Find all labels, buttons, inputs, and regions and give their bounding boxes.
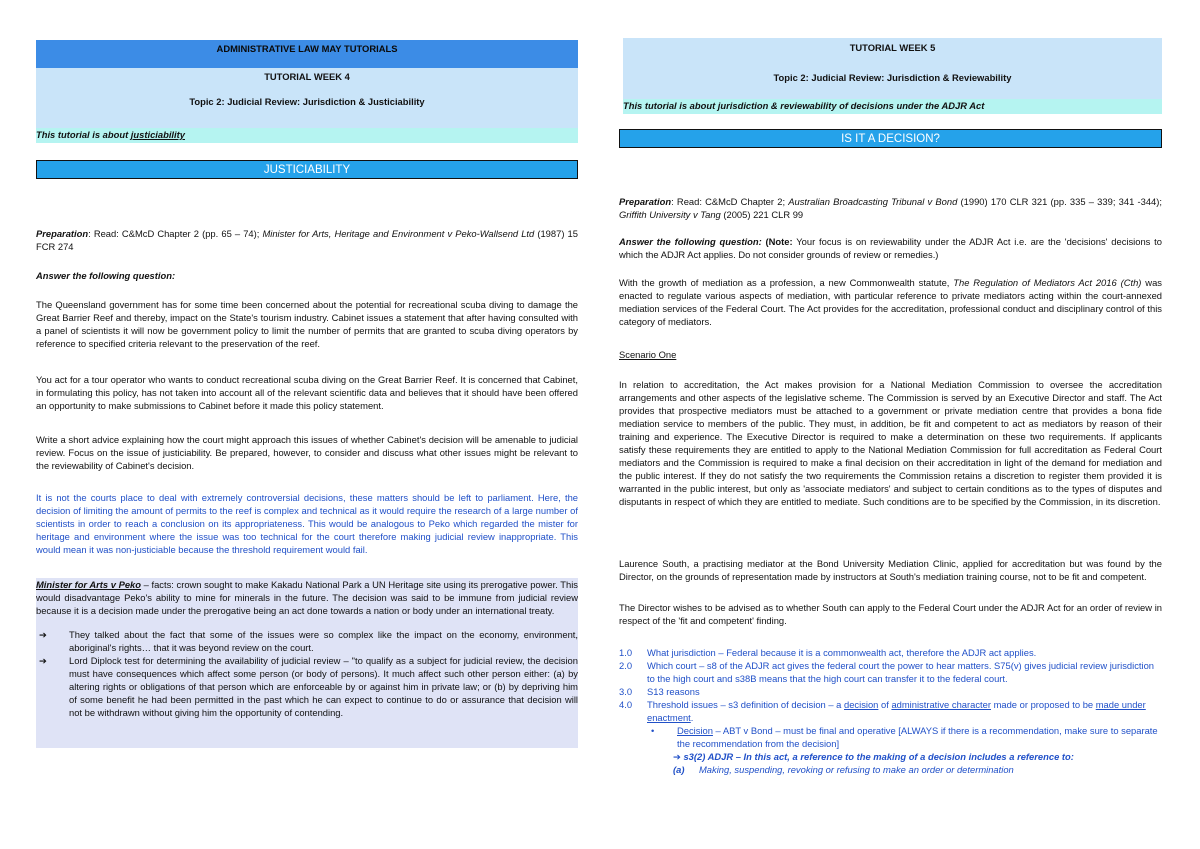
answer-heading: Answer the following question:: [36, 270, 176, 281]
scenario-para-2: Laurence South, a practising mediator at the Bond University Mediation Clinic, applied for accreditation but was found by the Director, on the grounds of representation made by instructors at South's mediation training course, not to be fit and competent.: [619, 558, 1162, 582]
section-title-justiciability: JUSTICIABILITY: [36, 160, 578, 179]
arrow-icon: ➔: [39, 655, 47, 666]
list-item: 3.0 S13 reasons: [619, 686, 700, 697]
header-tutorial-about: This tutorial is about jurisdiction & reviewability of decisions under the ADJR Act: [623, 99, 1162, 114]
list-item: • Decision – ABT v Bond – must be final and operative [ALWAYS if there is a recommendation, make sure to separate the recommendation from the decision]: [647, 724, 1162, 750]
case-note-facts: Minister for Arts v Peko – facts: crown sought to make Kakadu National Park a UN Heritage site using its prerogative power. This would disadvantage Peko's ability to mine for minerals in the future. The decision was said to be immune from judicial review because it is a decision made under the prerogative being an act done towards a nation or body under an international treaty.: [36, 579, 578, 616]
header-course-title: ADMINISTRATIVE LAW MAY TUTORIALS: [36, 40, 578, 70]
header-week: TUTORIAL WEEK 5: [849, 42, 936, 53]
preparation: Preparation: Read: C&McD Chapter 2; Australian Broadcasting Tribunal v Bond (1990) 170 CLR 321 (pp. 335 – 339; 341 -344); Griffith University v Tang (2005) 221 CLR 99: [619, 196, 1162, 220]
list-item: 1.0 What jurisdiction – Federal because it is a commonwealth act, therefore the ADJR act applies.: [619, 647, 1037, 658]
scenario-heading: Scenario One: [619, 349, 677, 360]
header-tutorial-about: This tutorial is about justiciability: [36, 128, 578, 143]
bullet-icon: •: [651, 725, 655, 736]
question-para-1: The Queensland government has for some time been concerned about the potential for recreational scuba diving to damage the Great Barrier Reef and thereby, impact on the State's tourism industry. Cabinet issues a statement that after having consulted with a panel of scientists it will now be government policy to limit the number of permits that are granted to scuba diving operators by reference to specified criteria relevant to the preservation of the reef.: [36, 299, 578, 349]
header-topic: Topic 2: Judicial Review: Jurisdiction & Reviewability: [773, 72, 1012, 83]
header-topic: Topic 2: Judicial Review: Jurisdiction & Justiciability: [189, 96, 425, 107]
header-topic-block: [623, 38, 1162, 100]
arrow-icon: ➔: [39, 629, 47, 640]
answer-instructions: Answer the following question: (Note: Your focus is on reviewability under the ADJR Act i.e. are the 'decisions' decisions to which the ADJR Act applies. Do not consider grounds of review or remedies.): [619, 236, 1163, 260]
preparation: Preparation: Read: C&McD Chapter 2 (pp. 65 – 74); Minister for Arts, Heritage and Environment v Peko-Wallsend Ltd (1987) 15 FCR 274: [36, 228, 578, 252]
case-note-block: [36, 578, 578, 748]
list-item: 4.0 Threshold issues – s3 definition of decision – a decision of administrative character made or proposed to be made under enactment.: [619, 699, 1146, 723]
section-title-decision: IS IT A DECISION?: [619, 129, 1162, 148]
list-item: 2.0 Which court – s8 of the ADJR act gives the federal court the power to hear matters. S75(v) gives judicial review jurisdiction to the high court and s38B means that the high court can transfer it to the federal court.: [619, 660, 1154, 684]
question-para-3: Write a short advice explaining how the court might approach this issues of whether Cabinet's decision will be amenable to judicial review. Focus on the issue of justiciability. Be prepared, however, to consider and discuss what other issues might be relevant to the reviewability of Cabinet's decision.: [36, 434, 578, 471]
header-week: TUTORIAL WEEK 4: [264, 71, 350, 82]
answer-blue-para: It is not the courts place to deal with extremely controversial decisions, these matters should be left to parliament. Here, the decision of limiting the amount of permits to the reef is complex and technical as it would require the research of a large number of scientists in order to reach a conclusion on its appropriateness. This would be analogous to Peko which regarded the mister for heritage and environment where the issue was too technical for the court therefore making judicial review inappropriate. This would mean it was non-justiciable because the threshold requirement would fail.: [36, 492, 578, 555]
list-item: (a) Making, suspending, revoking or refusing to make an order or determination: [673, 764, 1014, 775]
header-topic-block: [36, 68, 578, 128]
list-item: ➔ They talked about the fact that some of the issues were so complex like the impact on the economy, environment, aboriginal's rights… that it was beyond review on the court.: [36, 628, 578, 654]
list-item: ➔ Lord Diplock test for determining the availability of judicial review – "to qualify as a subject for judicial review, the decision must have consequences which affect some person (or body of persons). It much affect such other person either: (a) by altering rights or obligations of that person which are enforceable by or against him in private law; or (b) by depriving him of some benefit he had been permitted in the past which he can expect to continue to do or assurance that decision will not be withdrawn without giving him the opportunity of contending.: [36, 654, 578, 719]
answer-list: [619, 646, 1162, 776]
scenario-para-3: The Director wishes to be advised as to whether South can apply to the Federal Court under the ADJR Act for an order of review in respect of the 'fit and competent' finding.: [619, 602, 1162, 626]
intro-para: With the growth of mediation as a profession, a new Commonwealth statute, The Regulation of Mediators Act 2016 (Cth) was enacted to regulate various aspects of mediation, with particular reference to private mediators acting within the court-annexed mediation services of the Federal Court. The Act provides for the accreditation, professional conduct and disciplinary control of this category of mediators.: [619, 277, 1162, 327]
scenario-para-1: In relation to accreditation, the Act makes provision for a National Mediation Commission to oversee the accreditation arrangements and other aspects of the legislative scheme. The Commission is served by an Executive Director and staff. The Act provides that prospective mediators must be attached to a government or private mediation centre that provides a bona fide mediation service to members of the public. They must, in addition, be fit and competent to act as mediators by reason of their training and experience. The Executive Director is required to make a determination on these two requirements. If applicants satisfy these requirements they are entitled to apply to the National Mediation Commission for full accreditation as Federal Court mediators and the Commission is required to make a final decision on their accreditation in light of the demand for mediation and the public interest. If they do not satisfy the two requirements the Commission retains a discretion to register them provided it is warranted in the public interest, but only as 'associate mediators' and subject to certain conditions as to the types of disputes and disputants in respect of which they are entitled to mediate. Such conditions are to be specified by the Commission, in its discretion.: [619, 379, 1162, 507]
s3-heading: ➔ s3(2) ADJR – In this act, a reference to the making of a decision includes a reference to:: [673, 751, 1074, 762]
question-para-2: You act for a tour operator who wants to conduct recreational scuba diving on the Great Barrier Reef. It is concerned that Cabinet, in formulating this policy, has not taken into account all of the relevant scientific data and believes that it should have been offered an opportunity to make submissions to Cabinet before it made this policy statement.: [36, 374, 578, 411]
